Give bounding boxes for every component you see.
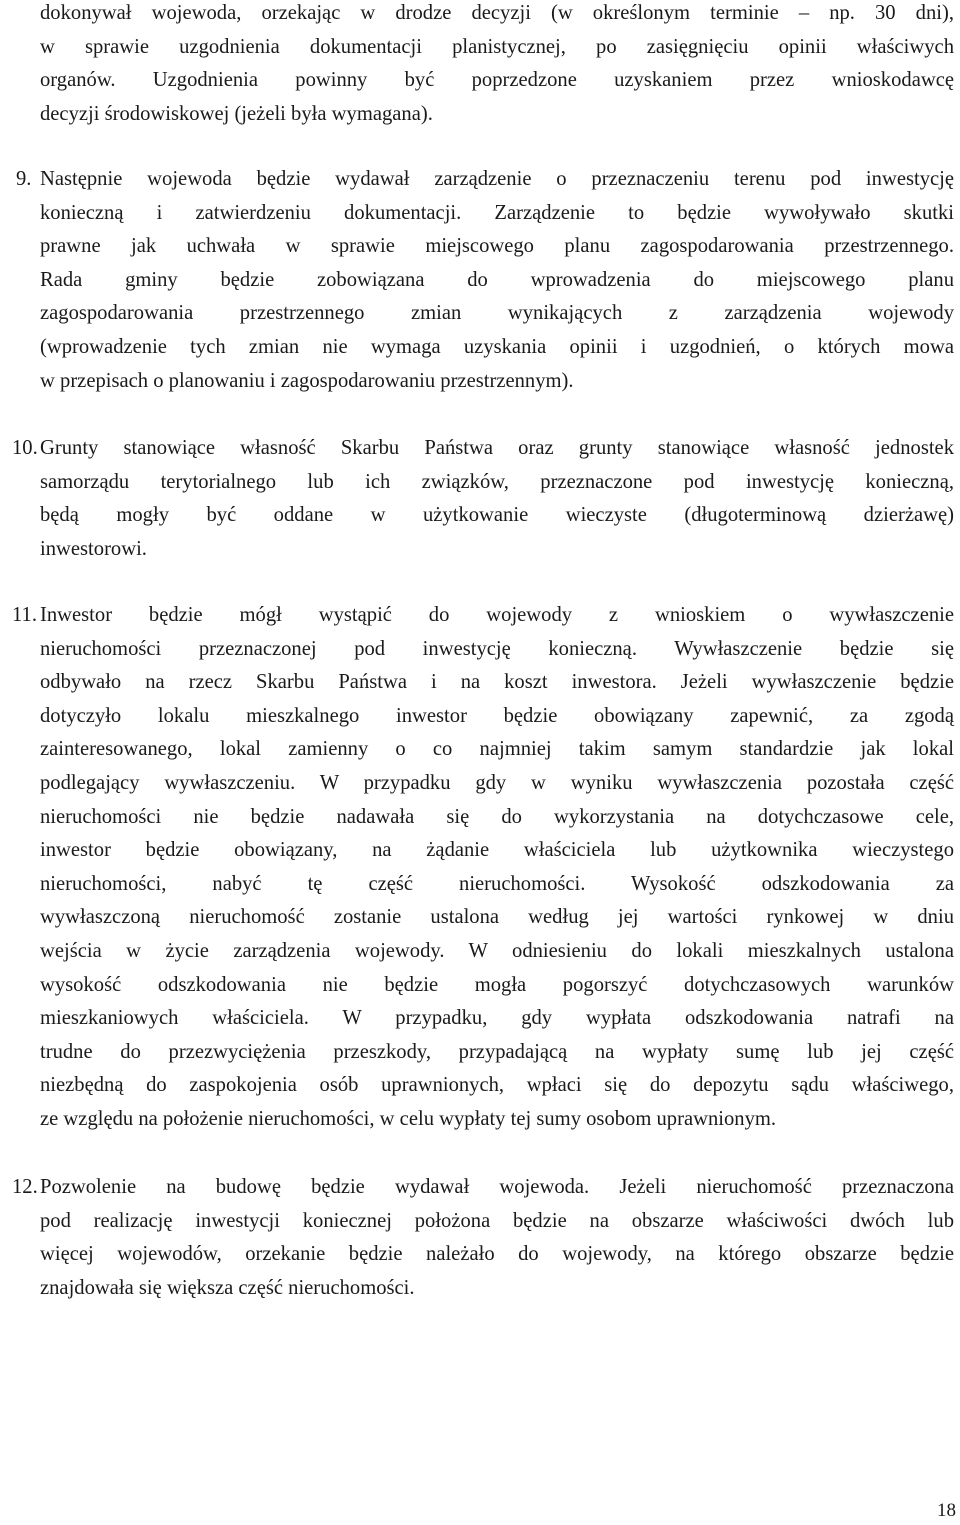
list-item-12 — [0, 1171, 960, 1305]
text-line: Rada gminy będzie zobowiązana do wprowadzenia do miejscowego planu — [40, 268, 954, 291]
text-line: ze względu na położenie nieruchomości, w celu wypłaty tej sumy osobom uprawnionym. — [40, 1107, 777, 1130]
text-line: pod realizację inwestycji koniecznej położona będzie na obszarze właściwości dwóch lub — [40, 1209, 954, 1232]
text-line: w sprawie uzgodnienia dokumentacji planistycznej, po zasięgnięciu opinii właściwych — [40, 35, 954, 58]
text-line: nieruchomości, nabyć tę część nieruchomości. Wysokość odszkodowania za — [40, 872, 954, 895]
text-line: nieruchomości nie będzie nadawała się do wykorzystania na dotychczasowe cele, — [40, 805, 954, 828]
list-item-9 — [0, 163, 960, 398]
text-line: odbywało na rzecz Skarbu Państwa i na koszt inwestora. Jeżeli wywłaszczenie będzie — [40, 671, 954, 694]
text-line: Grunty stanowiące własność Skarbu Państwa oraz grunty stanowiące własność jednostek — [40, 437, 954, 459]
text-line: Inwestor będzie mógł wystąpić do wojewody z wnioskiem o wywłaszczenie — [40, 604, 954, 626]
page-number: 18 — [937, 1500, 956, 1521]
item-number: 11. — [12, 604, 37, 626]
text-line: inwestor będzie obowiązany, na żądanie właściciela lub użytkownika wieczystego — [40, 839, 954, 862]
text-line: mieszkaniowych właściciela. W przypadku, gdy wypłata odszkodowania natrafi na — [40, 1007, 954, 1030]
text-line: wejścia w życie zarządzenia wojewody. W odniesieniu do lokali mieszkalnych ustalona — [40, 939, 954, 962]
text-line: będą mogły być oddane w użytkowanie wieczyste (długoterminową dzierżawę) — [40, 504, 954, 527]
item-number: 10. — [12, 437, 38, 459]
text-line: znajdowała się większa część nieruchomości. — [40, 1276, 415, 1299]
text-line: zainteresowanego, lokal zamienny o co najmniej takim samym standardzie jak lokal — [40, 738, 954, 761]
text-line: niezbędną do zaspokojenia osób uprawnionych, wpłaci się do depozytu sądu właściwego, — [40, 1074, 954, 1097]
text-line: inwestorowi. — [40, 537, 147, 560]
text-line: trudne do przezwyciężenia przeszkody, przypadającą na wypłaty sumę lub jej część — [40, 1040, 954, 1063]
text-line: wysokość odszkodowania nie będzie mogła pogorszyć dotychczasowych warunków — [40, 973, 954, 996]
text-line: organów. Uzgodnienia powinny być poprzedzone uzyskaniem przez wnioskodawcę — [40, 69, 954, 92]
text-line: decyzji środowiskowej (jeżeli była wymagana). — [40, 102, 433, 125]
text-line: więcej wojewodów, orzekanie będzie należało do wojewody, na którego obszarze będzie — [40, 1243, 954, 1266]
text-line: samorządu terytorialnego lub ich związków, przeznaczone pod inwestycję konieczną, — [40, 470, 954, 493]
list-item-10 — [0, 432, 960, 566]
text-line: konieczną i zatwierdzeniu dokumentacji. Zarządzenie to będzie wywoływało skutki — [40, 201, 954, 224]
text-line: dokonywał wojewoda, orzekając w drodze decyzji (w określonym terminie – np. 30 dni), — [40, 2, 954, 24]
text-line: Pozwolenie na budowę będzie wydawał wojewoda. Jeżeli nieruchomość przeznaczona — [40, 1176, 954, 1198]
text-line: zagospodarowania przestrzennego zmian wynikających z zarządzenia wojewody — [40, 302, 954, 325]
text-line: podlegający wywłaszczeniu. W przypadku gdy w wyniku wywłaszczenia pozostała część — [40, 771, 954, 794]
text-line: w przepisach o planowaniu i zagospodarowaniu przestrzennym). — [40, 369, 574, 392]
text-line: nieruchomości przeznaczonej pod inwestycję konieczną. Wywłaszczenie będzie się — [40, 637, 954, 660]
text-line: dotyczyło lokalu mieszkalnego inwestor będzie obowiązany zapewnić, za zgodą — [40, 704, 954, 727]
text-line: (wprowadzenie tych zmian nie wymaga uzyskania opinii i uzgodnień, o których mowa — [40, 335, 954, 358]
text-line: wywłaszczoną nieruchomość zostanie ustalona według jej wartości rynkowej w dniu — [40, 906, 954, 929]
list-item-11 — [0, 599, 960, 1137]
text-line: Następnie wojewoda będzie wydawał zarządzenie o przeznaczeniu terenu pod inwestycję — [40, 168, 954, 190]
intro-paragraph — [0, 0, 960, 131]
text-line: prawne jak uchwała w sprawie miejscowego planu zagospodarowania przestrzennego. — [40, 235, 954, 258]
item-number: 9. — [16, 168, 32, 190]
item-number: 12. — [12, 1176, 38, 1198]
